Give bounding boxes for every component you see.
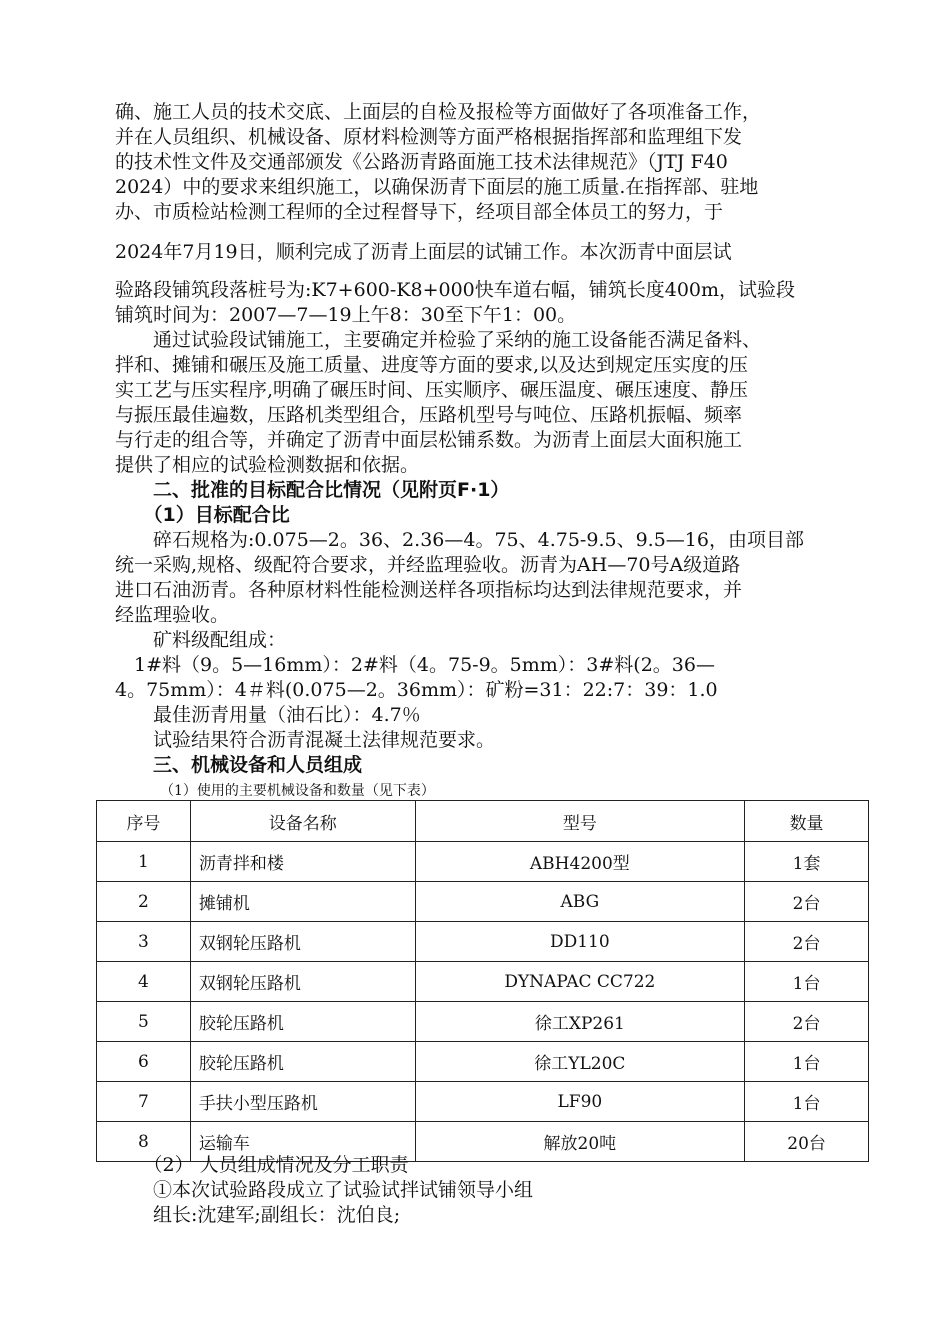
- paragraph-line: 1#料（9。5—16mm）：2#料（4。75-9。5mm）：3#料(2。36—: [115, 654, 715, 676]
- paragraph-line: 通过试验段试铺施工，主要确定并检验了采纳的施工设备能否满足备料、: [115, 329, 762, 351]
- cell-name: 运输车: [190, 1122, 415, 1162]
- paragraph-line: （2） 人员组成情况及分工职责: [115, 1154, 409, 1176]
- paragraph-line: 的技术性文件及交通部颁发《公路沥青路面施工技术法律规范》（JTJ F40: [115, 151, 728, 173]
- cell-quantity: 2台: [745, 1002, 869, 1042]
- cell-index: 5: [97, 1002, 191, 1042]
- table-row: [97, 1002, 869, 1042]
- table-caption: （1）使用的主要机械设备和数量（见下表）: [160, 783, 435, 799]
- cell-quantity: 1套: [745, 842, 869, 882]
- cell-quantity: 2台: [745, 882, 869, 922]
- header-model: 型号: [415, 801, 745, 842]
- paragraph-line: 并在人员组织、机械设备、原材料检测等方面严格根据指挥部和监理组下发: [115, 126, 743, 148]
- paragraph-line: 4。75mm）：4＃料(0.075—2。36mm）：矿粉=31：22:7：39：1.0: [115, 679, 718, 701]
- paragraph-line: 碎石规格为:0.075—2。36、2.36—4。75、4.75-9.5、9.5—16，由项目部: [115, 529, 804, 551]
- header-quantity: 数量: [745, 801, 869, 842]
- paragraph-line: 与行走的组合等，并确定了沥青中面层松铺系数。为沥青上面层大面积施工: [115, 429, 743, 451]
- cell-index: 3: [97, 922, 191, 962]
- header-index: 序号: [97, 801, 191, 842]
- table-header-row: [97, 801, 869, 842]
- table-row: [97, 962, 869, 1002]
- paragraph-line: ①本次试验路段成立了试验试拌试铺领导小组: [115, 1179, 534, 1201]
- paragraph-line: 最佳沥青用量（油石比）：4.7％: [115, 704, 421, 726]
- cell-quantity: 1台: [745, 1042, 869, 1082]
- cell-name: 胶轮压路机: [190, 1042, 415, 1082]
- cell-index: 7: [97, 1082, 191, 1122]
- cell-index: 8: [97, 1122, 191, 1162]
- paragraph-line: 实工艺与压实程序,明确了碾压时间、压实顺序、碾压温度、碾压速度、静压: [115, 379, 749, 401]
- paragraph-line: 进口石油沥青。各种原材料性能检测送样各项指标均达到法律规范要求，并: [115, 579, 743, 601]
- cell-model: 徐工YL20C: [415, 1042, 745, 1082]
- cell-name: 双钢轮压路机: [190, 922, 415, 962]
- cell-model: DYNAPAC CC722: [415, 962, 745, 1002]
- sub-heading: （1）目标配合比: [115, 504, 290, 526]
- paragraph-line: 办、市质检站检测工程师的全过程督导下，经项目部全体员工的努力，于: [115, 201, 724, 223]
- cell-name: 手扶小型压路机: [190, 1082, 415, 1122]
- cell-model: DD110: [415, 922, 745, 962]
- cell-index: 1: [97, 842, 191, 882]
- cell-model: 解放20吨: [415, 1122, 745, 1162]
- paragraph-line: 提供了相应的试验检测数据和依据。: [115, 454, 420, 476]
- cell-name: 双钢轮压路机: [190, 962, 415, 1002]
- header-name: 设备名称: [190, 801, 415, 842]
- equipment-table: [96, 800, 869, 1162]
- section-heading: 二、批准的目标配合比情况（见附页F·1）: [115, 479, 510, 501]
- cell-index: 4: [97, 962, 191, 1002]
- cell-index: 2: [97, 882, 191, 922]
- paragraph-line: 拌和、摊铺和碾压及施工质量、进度等方面的要求,以及达到规定压实度的压: [115, 354, 749, 376]
- paragraph-line: 验路段铺筑段落桩号为:K7+600-K8+000快车道右幅，铺筑长度400m，试验段: [115, 279, 796, 301]
- table-row: [97, 922, 869, 962]
- cell-quantity: 2台: [745, 922, 869, 962]
- cell-quantity: 1台: [745, 962, 869, 1002]
- table-row: [97, 1082, 869, 1122]
- table-row: [97, 882, 869, 922]
- table-row: [97, 842, 869, 882]
- cell-model: ABG: [415, 882, 745, 922]
- cell-name: 摊铺机: [190, 882, 415, 922]
- paragraph-line: 与振压最佳遍数，压路机类型组合，压路机型号与吨位、压路机振幅、频率: [115, 404, 743, 426]
- cell-model: LF90: [415, 1082, 745, 1122]
- paragraph-line: 试验结果符合沥青混凝土法律规范要求。: [115, 729, 496, 751]
- table-row: [97, 1042, 869, 1082]
- section-heading: 三、机械设备和人员组成: [115, 754, 363, 776]
- paragraph-line: 组长:沈建军;副组长：沈伯良;: [115, 1204, 401, 1226]
- cell-name: 胶轮压路机: [190, 1002, 415, 1042]
- paragraph-line: 2024）中的要求来组织施工，以确保沥青下面层的施工质量.在指挥部、驻地: [115, 176, 759, 198]
- paragraph-line: 铺筑时间为：2007—7—19上午8：30至下午1：00。: [115, 304, 577, 326]
- cell-quantity: 20台: [745, 1122, 869, 1162]
- cell-quantity: 1台: [745, 1082, 869, 1122]
- paragraph-line: 矿料级配组成：: [115, 629, 287, 651]
- cell-model: ABH4200型: [415, 842, 745, 882]
- paragraph-line: 2024年7月19日，顺利完成了沥青上面层的试铺工作。本次沥青中面层试: [115, 241, 732, 263]
- cell-index: 6: [97, 1042, 191, 1082]
- cell-name: 沥青拌和楼: [190, 842, 415, 882]
- paragraph-line: 确、施工人员的技术交底、上面层的自检及报检等方面做好了各项准备工作，: [115, 101, 762, 123]
- paragraph-line: 经监理验收。: [115, 604, 230, 626]
- paragraph-line: 统一采购,规格、级配符合要求，并经监理验收。沥青为AH—70号A级道路: [115, 554, 741, 576]
- cell-model: 徐工XP261: [415, 1002, 745, 1042]
